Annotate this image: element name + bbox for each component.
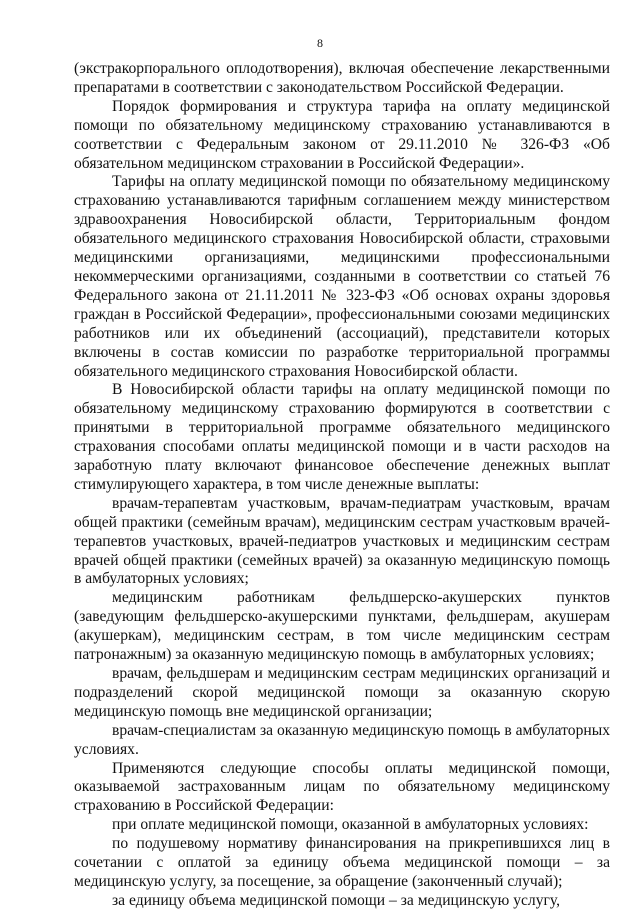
paragraph-payments-specialists: врачам-специалистам за оказанную медицинскую помощь в амбулаторных условиях. bbox=[74, 721, 610, 758]
paragraph-payment-methods: Применяются следующие способы оплаты медицинской помощи, оказываемой застрахованным лицам по обязательному медицинскому страхованию в Российской Федерации: bbox=[74, 759, 610, 815]
document-body bbox=[74, 60, 610, 911]
paragraph-outpatient-care: при оплате медицинской помощи, оказанной в амбулаторных условиях: bbox=[112, 816, 589, 834]
page-number: 8 bbox=[317, 36, 323, 50]
paragraph-payments-therapists: врачам-терапевтам участковым, врачам-педиатрам участковым, врачам общей практики (семейным врачам), медицинским сестрам участковым врачей-терапевтов участковых, врачей-педиатров участковых и медицинским сестрам врачей общей практики (семейных врачей) за оказанную медицинскую помощь в амбулаторных условиях; bbox=[74, 494, 610, 588]
paragraph-tariff-formation: В Новосибирской области тарифы на оплату медицинской помощи по обязательному медицинскому страхованию формируются в соответствии с принятыми в территориальной программе обязательного медицинского страхования способами оплаты медицинской помощи и в части расходов на заработную плату включают финансовое обеспечение денежных выплат стимулирующего характера, в том числе денежные выплаты: bbox=[74, 381, 610, 493]
paragraph-payments-emergency: врачам, фельдшерам и медицинским сестрам медицинских организаций и подразделений скорой медицинской помощи за оказанную скорую медицинскую помощь вне медицинской организации; bbox=[74, 665, 610, 720]
paragraph-tariff-structure: Порядок формирования и структура тарифа на оплату медицинской помощи по обязательному медицинскому страхованию устанавливаются в соответствии с Федеральным законом от 29.11.2010 № 326-ФЗ «Об обязательном медицинском страховании в Российской Федерации». bbox=[74, 97, 610, 172]
paragraph-per-capita: по подушевому нормативу финансирования на прикрепившихся лиц в сочетании с оплатой за единицу объема медицинской помощи – за медицинскую услугу, за посещение, за обращение (законченный случай); bbox=[74, 835, 610, 890]
paragraph-continuation: (экстракорпорального оплодотворения), включая обеспечение лекарственными препаратами в соответствии с законодательством Российской Федерации. bbox=[74, 60, 610, 96]
paragraph-tariff-agreement: Тарифы на оплату медицинской помощи по обязательному медицинскому страхованию устанавливаются тарифным соглашением между министерством здравоохранения Новосибирской области, Территориальным фондом обязательного медицинского страхования Новосибирской области, страховыми медицинскими организациями, медицинскими профессиональными некоммерческими организациями, созданными в соответствии со статьей 76 Федерального закона от 21.11.2011 № 323-ФЗ «Об основах охраны здоровья граждан в Российской Федерации», профессиональными союзами медицинских работников или их объединений (ассоциаций), представители которых включены в состав комиссии по разработке территориальной программы обязательного медицинского страхования Новосибирской области. bbox=[74, 173, 610, 380]
paragraph-per-unit: за единицу объема медицинской помощи – за медицинскую услугу, bbox=[112, 891, 561, 909]
paragraph-payments-feldsher-points: медицинским работникам фельдшерско-акушерских пунктов (заведующим фельдшерско-акушерскими пунктами, фельдшерам, акушерам (акушеркам), медицинским сестрам, в том числе медицинским сестрам патронажным) за оказанную медицинскую помощь в амбулаторных условиях; bbox=[74, 589, 610, 664]
